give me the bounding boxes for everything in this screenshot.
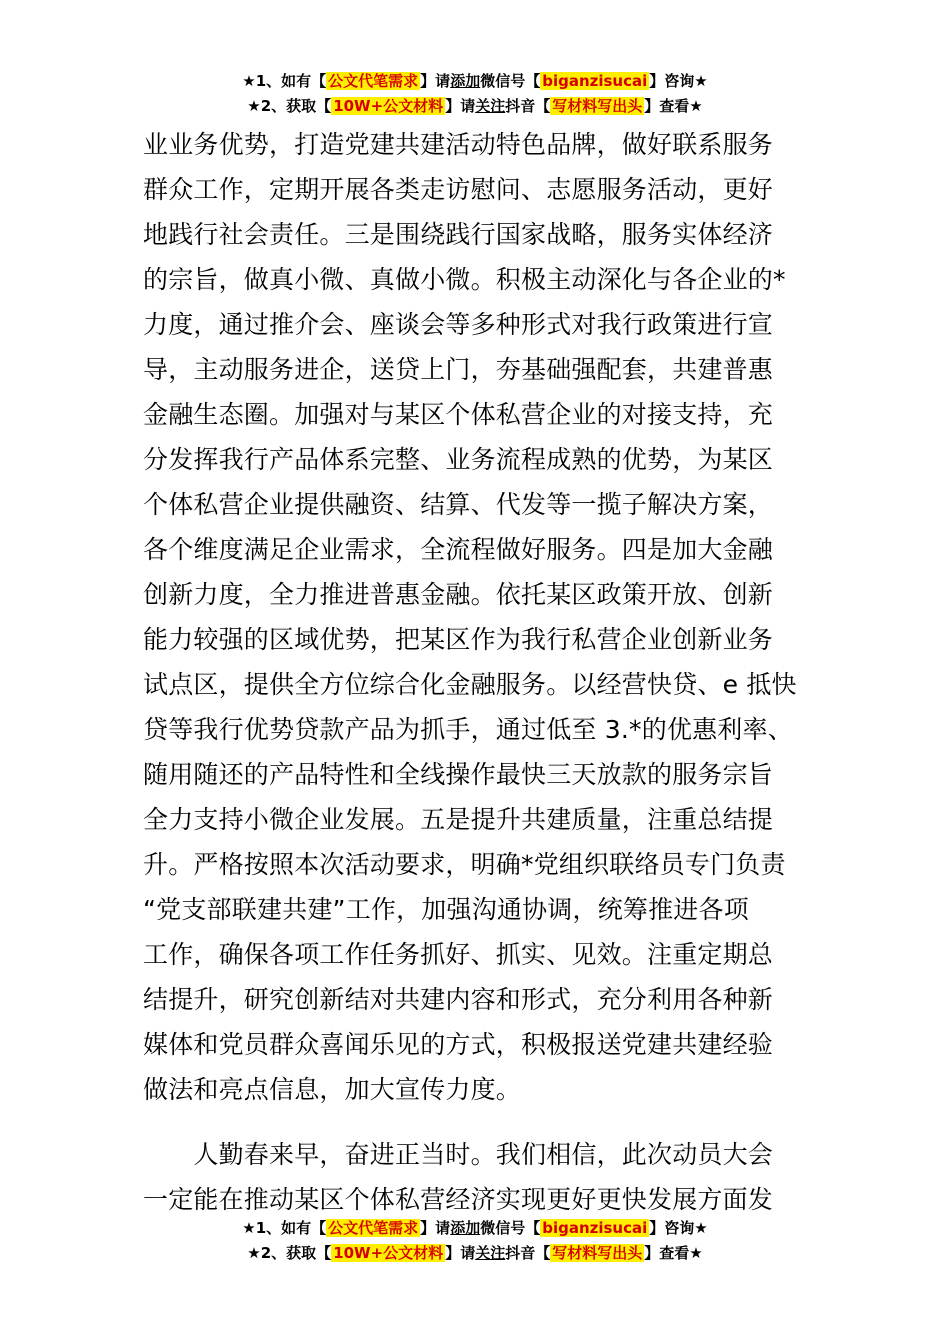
body-line: 金融生态圈。加强对与某区个体私营企业的对接支持，充 [143,400,774,429]
body-line: 人勤春来早，奋进正当时。我们相信，此次动员大会 [143,1140,774,1169]
body-line: 群众工作，定期开展各类走访慰问、志愿服务活动，更好 [143,175,774,204]
banner-text: 微信号【 [480,72,541,90]
header-line-2 [0,94,950,119]
banner-text: ★1、如有【 [242,1219,327,1237]
highlight-tag: 10W+公文材料 [333,97,444,115]
body-line: 业业务优势，打造党建共建活动特色品牌，做好联系服务 [143,130,774,159]
paragraph-spacer [143,1112,807,1132]
banner-text: 】请 [420,1219,451,1237]
banner-text: 】查看★ [644,1244,703,1262]
banner-text: 抖音【 [505,97,551,115]
banner-text: 】查看★ [644,97,703,115]
body-line: 地践行社会责任。三是围绕践行国家战略，服务实体经济 [143,220,774,249]
body-line: 做法和亮点信息，加大宣传力度。 [143,1075,522,1104]
banner-text: ★2、获取【 [247,1244,332,1262]
banner-text: 】请 [445,1244,476,1262]
banner-text-underlined: 关注 [475,97,506,115]
highlight-tag: 写材料写出头 [552,97,643,115]
banner-text: 】请 [445,97,476,115]
body-line: “党支部联建共建”工作，加强沟通协调，统筹推进各项 [143,895,749,924]
highlight-tag: 公文代笔需求 [328,72,419,90]
highlight-tag: biganzisucai [542,72,648,90]
banner-text: 】咨询★ [649,1219,708,1237]
banner-text: 】咨询★ [649,72,708,90]
highlight-tag: biganzisucai [542,1219,648,1237]
highlight-tag: 写材料写出头 [552,1244,643,1262]
highlight-tag: 10W+公文材料 [333,1244,444,1262]
body-line: 结提升，研究创新结对共建内容和形式，充分利用各种新 [143,985,774,1014]
body-line: 力度，通过推介会、座谈会等多种形式对我行政策进行宣 [143,310,774,339]
body-line: 一定能在推动某区个体私营经济实现更好更快发展方面发 [143,1185,774,1214]
banner-text-underlined: 添加 [450,1219,481,1237]
document-body [143,122,807,1222]
body-line: 各个维度满足企业需求，全流程做好服务。四是加大金融 [143,535,774,564]
body-line: 升。严格按照本次活动要求，明确*党组织联络员专门负责 [143,850,786,879]
banner-text: 微信号【 [480,1219,541,1237]
header-banner [0,69,950,119]
body-line: 分发挥我行产品体系完整、业务流程成熟的优势，为某区 [143,445,774,474]
footer-line-1 [0,1216,950,1241]
body-line: 的宗旨，做真小微、真做小微。积极主动深化与各企业的* [143,265,786,294]
body-line: 试点区，提供全方位综合化金融服务。以经营快贷、e 抵快 [143,670,797,699]
header-line-1 [0,69,950,94]
highlight-tag: 公文代笔需求 [328,1219,419,1237]
body-line: 媒体和党员群众喜闻乐见的方式，积极报送党建共建经验 [143,1030,774,1059]
body-line: 创新力度，全力推进普惠金融。依托某区政策开放、创新 [143,580,774,609]
banner-text: 】请 [420,72,451,90]
banner-text-underlined: 关注 [475,1244,506,1262]
banner-text-underlined: 添加 [450,72,481,90]
banner-text: ★2、获取【 [247,97,332,115]
body-line: 贷等我行优势贷款产品为抓手，通过低至 3.*的优惠利率、 [143,715,793,744]
banner-text: ★1、如有【 [242,72,327,90]
body-line: 个体私营企业提供融资、结算、代发等一揽子解决方案， [143,490,774,519]
footer-banner [0,1216,950,1266]
body-line: 导，主动服务进企，送贷上门，夯基础强配套，共建普惠 [143,355,774,384]
body-line: 全力支持小微企业发展。五是提升共建质量，注重总结提 [143,805,774,834]
body-line: 随用随还的产品特性和全线操作最快三天放款的服务宗旨 [143,760,774,789]
banner-text: 抖音【 [505,1244,551,1262]
body-line: 工作，确保各项工作任务抓好、抓实、见效。注重定期总 [143,940,774,969]
footer-line-2 [0,1241,950,1266]
body-line: 能力较强的区域优势，把某区作为我行私营企业创新业务 [143,625,774,654]
